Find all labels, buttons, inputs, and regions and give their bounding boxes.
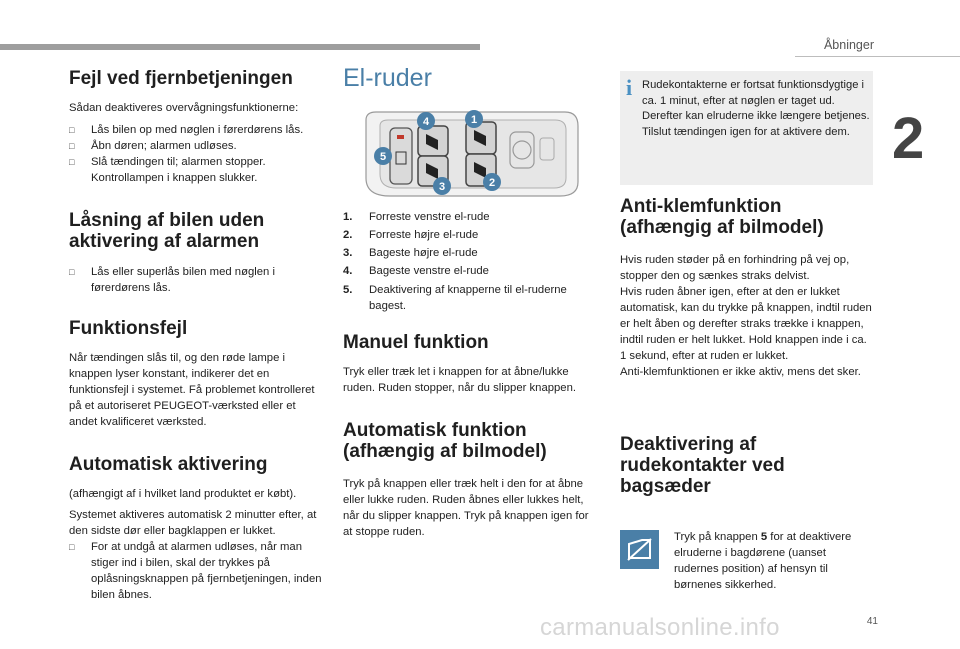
- top-bar: [0, 44, 480, 50]
- svg-text:5: 5: [379, 151, 387, 163]
- list-item: □ Lås eller superlås bilen med nøglen i førerdørens lås.: [69, 266, 275, 294]
- callout-4: [417, 112, 435, 130]
- info-box: [620, 71, 873, 185]
- list-item: □ Lås bilen op med nøglen i førerdørens lås.: [69, 124, 304, 136]
- paragraph: Når tændingen slås til, og den røde lampe i knappen lyser konstant, indikerer det en funktionsfejl i systemet. Få problemet kontrolleret på et autoriseret PEUGEOT-værksted eller et andet kvalificeret værksted.: [69, 352, 315, 428]
- right-column: [620, 196, 873, 497]
- window-lock-icon: [620, 530, 659, 569]
- paragraph: Tryk eller træk let i knappen for at åbne/lukke ruden. Ruden stopper, når du slipper knappen.: [343, 366, 577, 394]
- middle-column: [343, 64, 598, 93]
- paragraph: Anti-klemfunktionen er ikke aktiv, mens det sker.: [620, 366, 861, 378]
- section-title: Automatisk funktion (afhængig af bilmodel): [343, 420, 547, 462]
- section-title: Låsning af bilen uden aktivering af alarmen: [69, 210, 265, 252]
- checkbox-bullet-icon: □: [69, 125, 75, 135]
- checkbox-bullet-icon: □: [69, 267, 75, 277]
- info-text: Rudekontakterne er fortsat funktionsdygtige i ca. 1 minut, efter at nøglen er taget ud. Derefter kan elruderne ikke længere betjenes. Tilslut tændingen igen for at aktivere dem.: [642, 79, 870, 138]
- checkbox-bullet-icon: □: [69, 157, 75, 167]
- list-item: 3. Bageste højre el-rude: [343, 247, 478, 259]
- list-item: □ Slå tændingen til; alarmen stopper. Kontrollampen i knappen slukker.: [69, 156, 266, 184]
- bullet-list: [69, 122, 327, 186]
- svg-text:3: 3: [438, 181, 446, 193]
- callout-3: [433, 177, 451, 195]
- list-item: 5. Deaktivering af knapperne til el-ruderne bagest.: [343, 284, 567, 312]
- callout-5: [374, 147, 392, 165]
- page-number: 41: [866, 616, 878, 627]
- list-item: 1. Forreste venstre el-rude: [343, 211, 490, 223]
- section-title: Anti-klemfunktion (afhængig af bilmodel): [620, 196, 824, 238]
- info-icon: i: [626, 75, 633, 100]
- section-title: Fejl ved fjernbetjeningen: [69, 68, 293, 89]
- page-title: El-ruder: [343, 64, 432, 92]
- svg-text:1: 1: [470, 114, 478, 126]
- middle-column-text: [343, 208, 598, 540]
- bullet-list: [69, 539, 327, 603]
- section-title: Deaktivering af rudekontakter ved bagsæder: [620, 434, 785, 497]
- svg-text:4: 4: [422, 116, 430, 128]
- left-column: [69, 68, 327, 603]
- list-item: □ Åbn døren; alarmen udløses.: [69, 140, 237, 152]
- list-item: □ For at undgå at alarmen udløses, når man stiger ind i bilen, skal der trykkes på oplåsningsknappen på fjernbetjeningen, inden bilen åbnes.: [69, 541, 322, 601]
- paragraph: Hvis ruden åbner igen, efter at den er lukket automatisk, kan du trykke på knappen, indtil ruden er helt åben og derefter straks trække i knappen, indtil ruden er helt lukket. Hold knappen inde i ca. 1 sekund, efter at ruden er lukket.: [620, 286, 872, 362]
- paragraph: Systemet aktiveres automatisk 2 minutter efter, at den sidste dør eller bagklappen er lukket.: [69, 509, 317, 537]
- paragraph: Sådan deaktiveres overvågningsfunktionerne:: [69, 102, 299, 114]
- paragraph: (afhængigt af i hvilket land produktet er købt).: [69, 488, 297, 500]
- callout-1: [465, 110, 483, 128]
- chapter-rule: [795, 56, 960, 57]
- svg-text:2: 2: [488, 177, 496, 189]
- chapter-number: 2: [892, 106, 925, 171]
- chapter-title: Åbninger: [823, 38, 874, 52]
- section-title: Automatisk aktivering: [69, 454, 268, 475]
- paragraph: Hvis ruden støder på en forhindring på vej op, stopper den og sænkes straks delvist.: [620, 254, 850, 282]
- callout-2: [483, 173, 501, 191]
- section-title: Funktionsfejl: [69, 318, 188, 339]
- watermark: carmanualsonline.info: [540, 614, 780, 641]
- list-item: 2. Forreste højre el-rude: [343, 229, 479, 241]
- list-item: 4. Bageste venstre el-rude: [343, 265, 489, 277]
- deactivate-text: Tryk på knappen 5 for at deaktivere elruderne i bagdørene (uanset rudernes position) af hensyn til børnenes sikkerhed.: [674, 531, 852, 591]
- section-title: Manuel funktion: [343, 332, 489, 353]
- window-switch-diagram: [360, 108, 585, 200]
- numbered-list: [343, 208, 598, 314]
- paragraph: Tryk på knappen eller træk helt i den for at åbne eller lukke ruden. Ruden åbnes eller lukkes helt, når du slipper knappen. Tryk på knappen igen for at stoppe ruden.: [343, 478, 589, 538]
- checkbox-bullet-icon: □: [69, 542, 75, 552]
- checkbox-bullet-icon: □: [69, 141, 75, 151]
- bullet-list: [69, 264, 327, 296]
